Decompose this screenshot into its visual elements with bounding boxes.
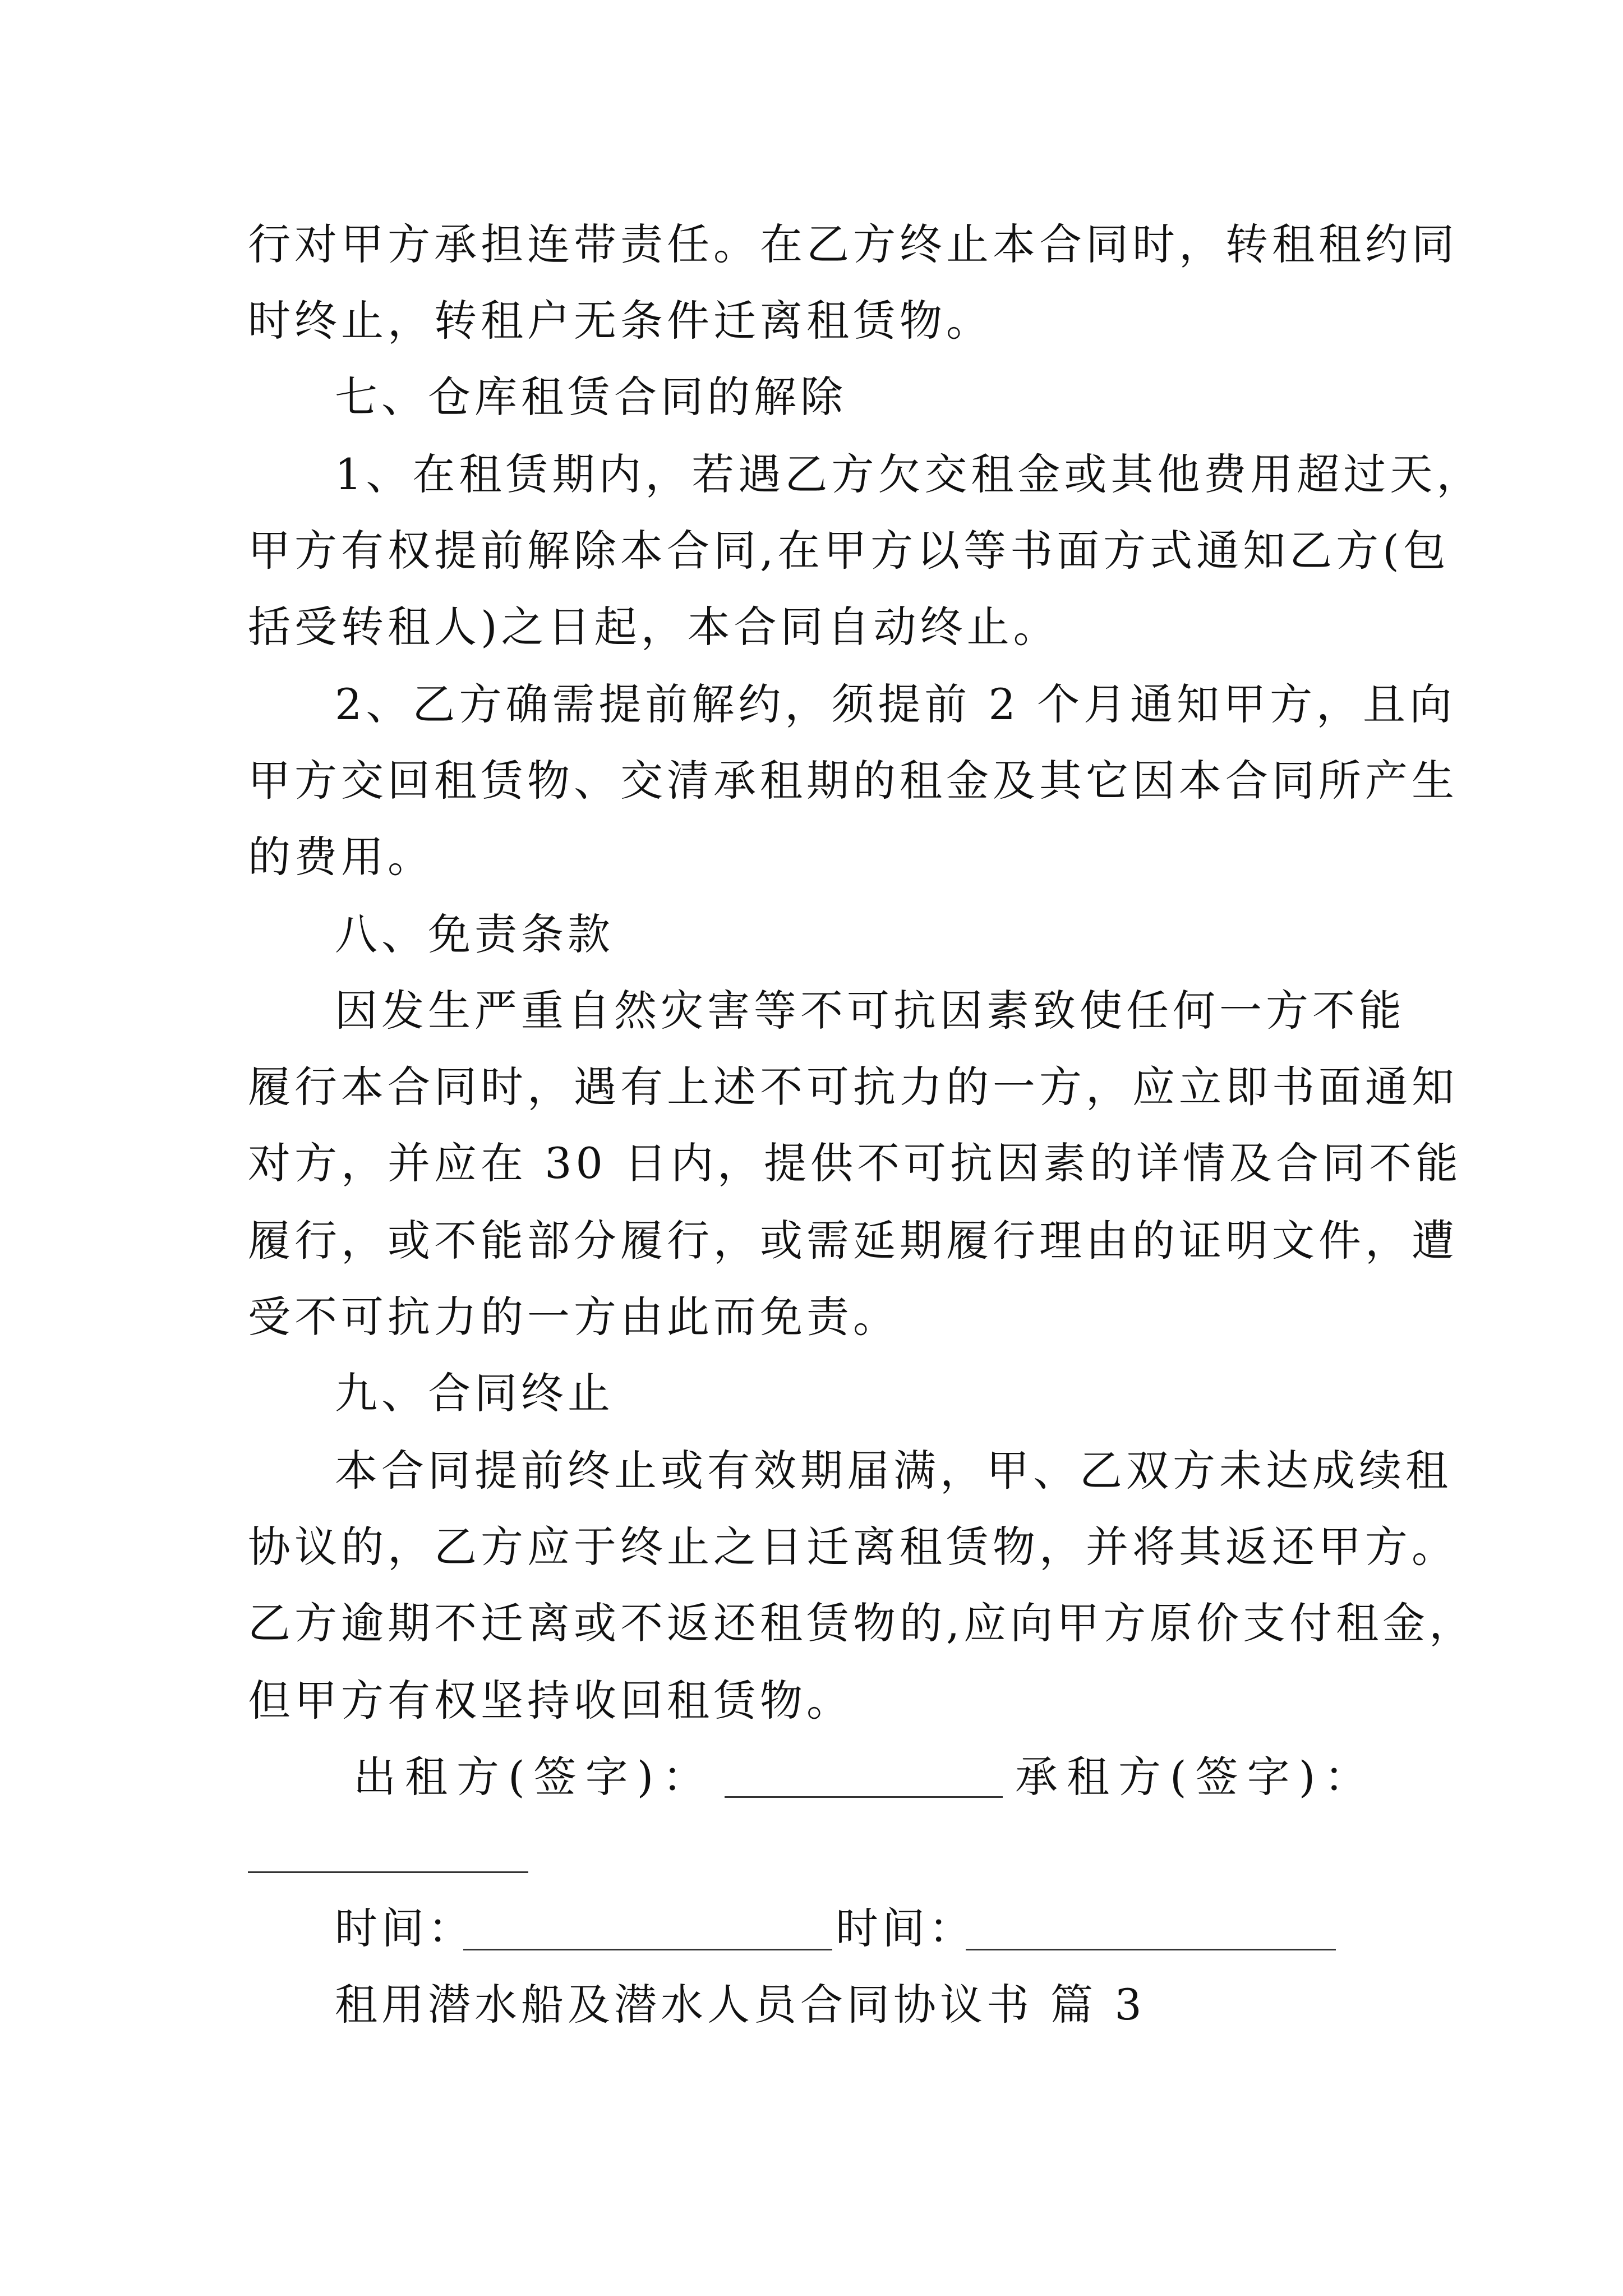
lessee-signature-label: 承租方(签字)： — [1015, 1752, 1376, 1802]
body-line: 的费用。 — [248, 832, 434, 882]
body-line: 但甲方有权坚持收回租赁物。 — [248, 1676, 853, 1726]
lessor-signature-label: 出租方(签字)： — [353, 1752, 714, 1802]
lessee-signature-blank — [248, 1871, 528, 1873]
next-agreement-title: 租用潜水船及潜水人员合同协议书 篇 3 — [335, 1980, 1146, 2030]
body-line: 受不可抗力的一方由此而免责。 — [248, 1292, 900, 1342]
body-line: 对方，并应在 30 日内，提供不可抗因素的详情及合同不能 — [248, 1138, 1463, 1188]
body-line: 乙方逾期不迁离或不返还租赁物的,应向甲方原价支付租金， — [248, 1598, 1476, 1648]
lessor-signature-blank — [725, 1796, 1003, 1798]
time-label-2: 时间： — [836, 1903, 975, 1953]
body-line: 协议的，乙方应于终止之日迁离租赁物，并将其返还甲方。 — [248, 1522, 1458, 1572]
body-line: 1、在租赁期内，若遇乙方欠交租金或其他费用超过天， — [335, 449, 1483, 499]
body-line: 履行，或不能部分履行，或需延期履行理由的证明文件，遭 — [248, 1216, 1458, 1266]
time-blank-2 — [966, 1949, 1336, 1950]
body-line: 行对甲方承担连带责任。在乙方终止本合同时，转租租约同 — [248, 219, 1458, 269]
body-line: 履行本合同时，遇有上述不可抗力的一方，应立即书面通知 — [248, 1062, 1458, 1112]
body-line: 2、乙方确需提前解约，须提前 2 个月通知甲方，且向 — [335, 679, 1456, 729]
body-line: 甲方交回租赁物、交清承租期的租金及其它因本合同所产生 — [248, 756, 1458, 806]
time-label-1: 时间： — [335, 1903, 474, 1953]
section-heading-contract-end: 九、合同终止 — [335, 1368, 614, 1418]
body-line: 因发生严重自然灾害等不可抗因素致使任何一方不能 — [335, 986, 1405, 1036]
body-line: 括受转租人)之日起，本合同自动终止。 — [248, 602, 1060, 652]
body-line: 时终止，转租户无条件迁离租赁物。 — [248, 296, 993, 346]
section-heading-termination: 七、仓库租赁合同的解除 — [335, 372, 847, 422]
body-line: 甲方有权提前解除本合同,在甲方以等书面方式通知乙方(包 — [248, 526, 1450, 576]
time-blank-1 — [463, 1949, 832, 1950]
body-line: 本合同提前终止或有效期届满，甲、乙双方未达成续租 — [335, 1446, 1452, 1496]
section-heading-disclaimer: 八、免责条款 — [335, 909, 614, 959]
